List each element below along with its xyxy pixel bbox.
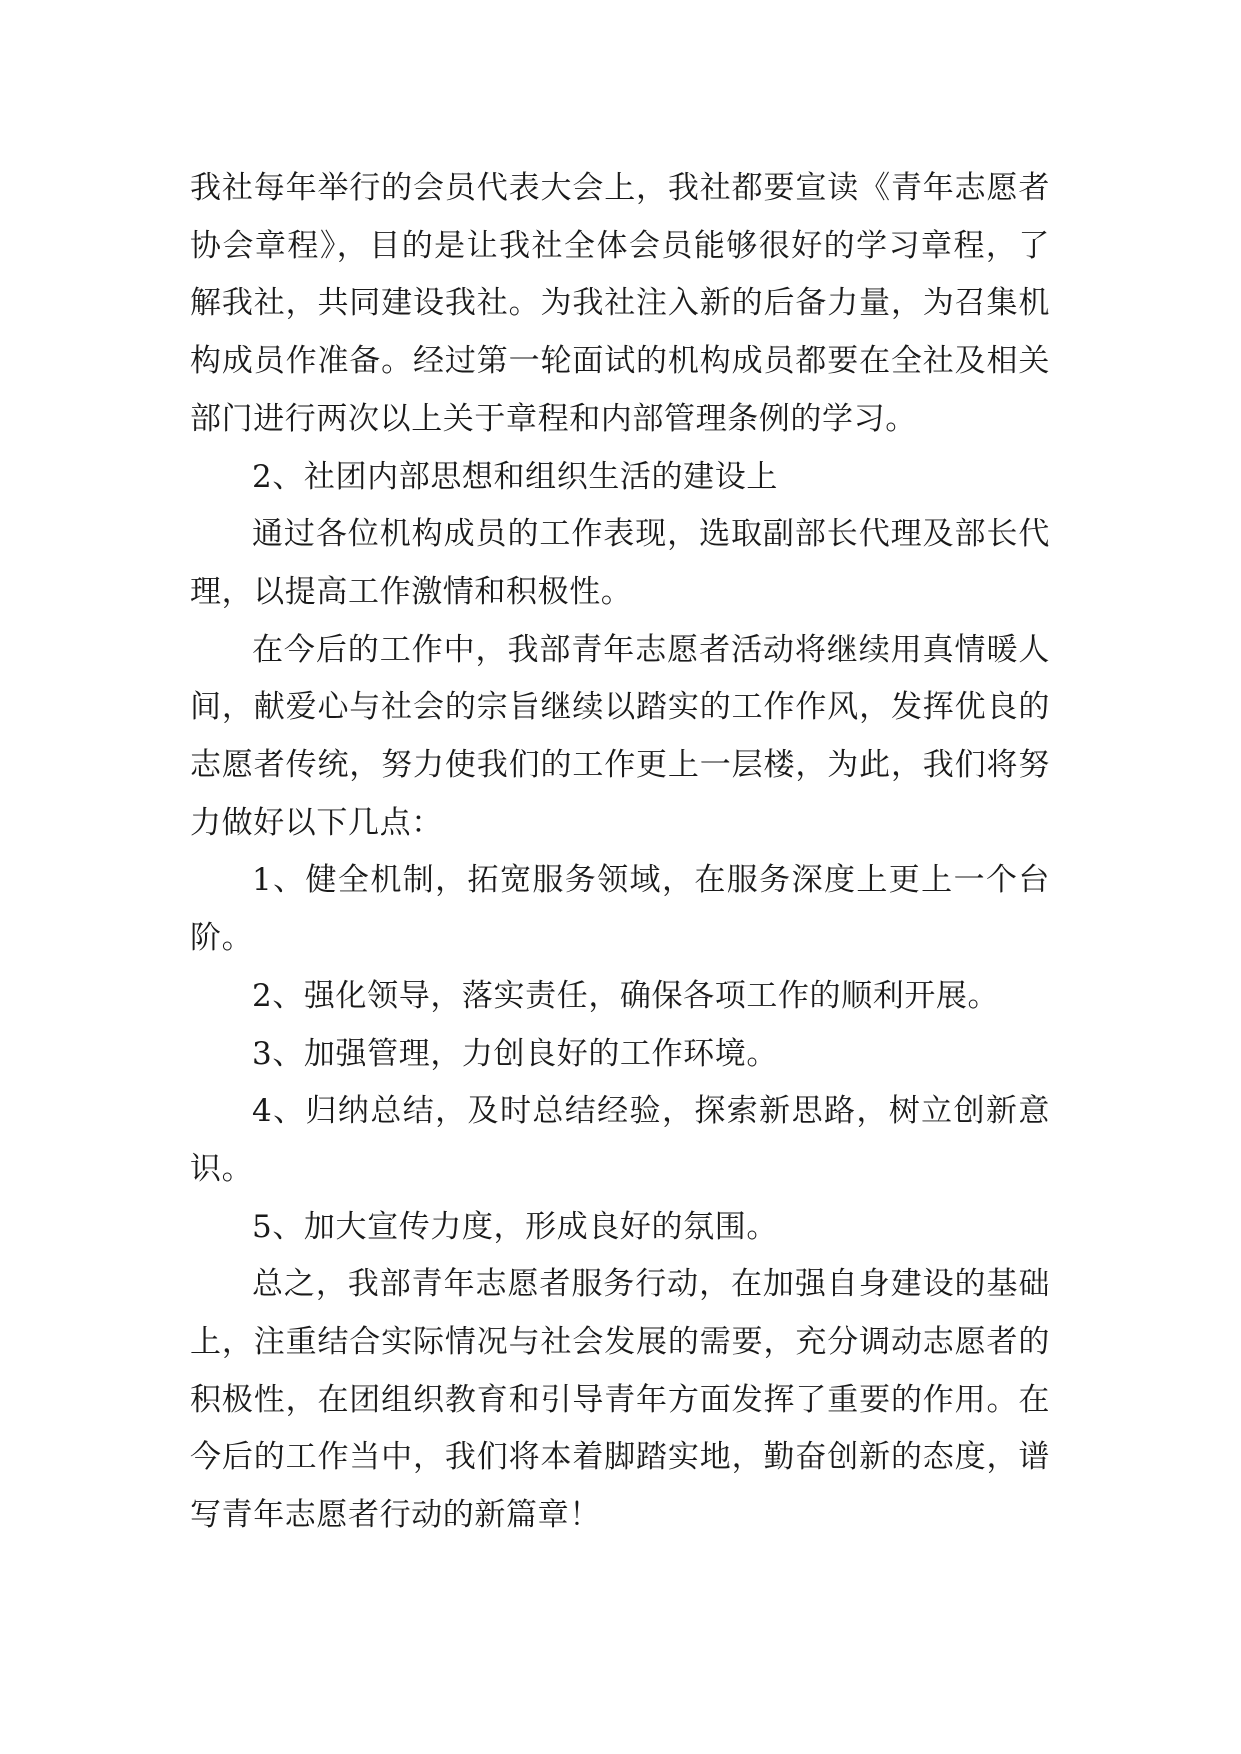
paragraph-1: 我社每年举行的会员代表大会上，我社都要宣读《青年志愿者协会章程》，目的是让我社全体会员能够很好的学习章程，了解我社，共同建设我社。为我社注入新的后备力量，为召集机构成员作准备。经过第一轮面试的机构成员都要在全社及相关部门进行两次以上关于章程和内部管理条例的学习。 bbox=[190, 170, 1050, 437]
paragraph-8: 4、归纳总结，及时总结经验，探索新思路，树立创新意识。 bbox=[190, 1093, 1050, 1187]
paragraph-9: 5、加大宣传力度，形成良好的氛围。 bbox=[252, 1208, 778, 1245]
paragraph-5: 1、健全机制，拓宽服务领域，在服务深度上更上一个台阶。 bbox=[190, 862, 1050, 957]
paragraph-7: 3、加强管理，力创良好的工作环境。 bbox=[252, 1035, 778, 1072]
paragraph-2: 2、社团内部思想和组织生活的建设上 bbox=[252, 458, 778, 495]
document-body bbox=[190, 160, 1050, 1545]
paragraph-3: 通过各位机构成员的工作表现，选取副部长代理及部长代理，以提高工作激情和积极性。 bbox=[190, 516, 1050, 610]
paragraph-6: 2、强化领导，落实责任，确保各项工作的顺利开展。 bbox=[252, 977, 1000, 1014]
paragraph-10: 总之，我部青年志愿者服务行动，在加强自身建设的基础上，注重结合实际情况与社会发展的需要，充分调动志愿者的积极性，在团组织教育和引导青年方面发挥了重要的作用。在今后的工作当中，我们将本着脚踏实地，勤奋创新的态度，谱写青年志愿者行动的新篇章！ bbox=[190, 1266, 1050, 1534]
paragraph-4: 在今后的工作中，我部青年志愿者活动将继续用真情暖人间，献爱心与社会的宗旨继续以踏实的工作作风，发挥优良的志愿者传统，努力使我们的工作更上一层楼，为此，我们将努力做好以下几点： bbox=[190, 631, 1050, 841]
